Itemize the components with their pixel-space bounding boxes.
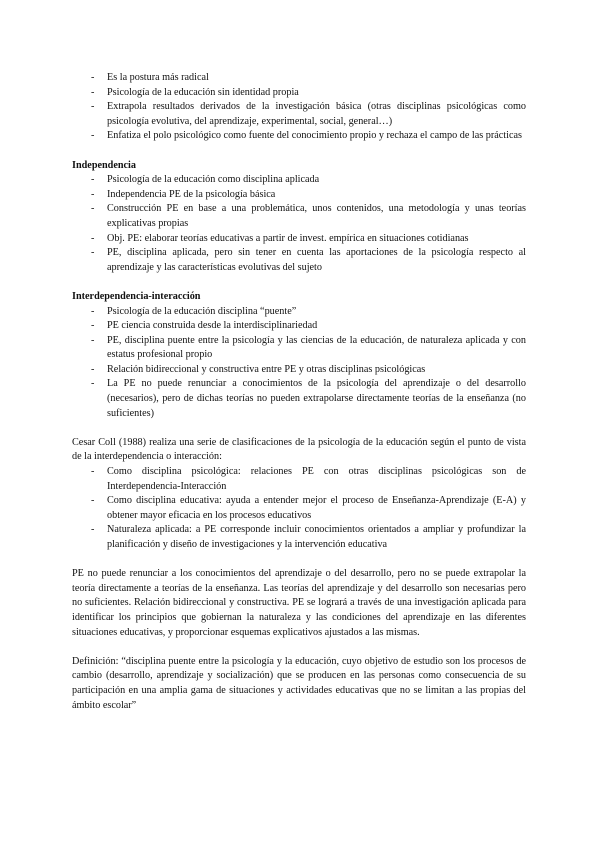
spacer	[72, 640, 526, 655]
list-item: - PE, disciplina puente entre la psicología y las ciencias de la educación, de naturaleza aplicada y con estatus profesional propio	[72, 334, 526, 363]
spacer	[72, 144, 526, 159]
list-item: - Psicología de la educación como disciplina aplicada	[72, 173, 526, 188]
heading-independencia: Independencia	[72, 159, 136, 171]
list-section-3	[72, 305, 526, 422]
summary-paragraph: PE no puede renunciar a los conocimientos del aprendizaje o del desarrollo, pero no se puede extrapolar la teoría directamente a teorías de la enseñanza. Las teorías del aprendizaje y del desarrollo son necesarias pero no suficientes. Relación bidireccional y constructiva. PE se logrará a través de una investigación aplicada para identificar los principios que gobiernan la naturaleza y las condiciones del aprendizaje en las diferentes situaciones educativas, y proporcionar esquemas explicativos ajustados a las mismas.	[72, 568, 526, 638]
list-item: - Naturaleza aplicada: a PE corresponde incluir conocimientos orientados a ampliar y profundizar la planificación y diseño de investigaciones y la intervención educativa	[72, 523, 526, 552]
list-item: - Enfatiza el polo psicológico como fuente del conocimiento propio y rechaza el campo de las prácticas	[72, 129, 526, 144]
list-item: - Obj. PE: elaborar teorías educativas a partir de invest. empírica en situaciones cotidianas	[72, 232, 526, 247]
list-item: - Extrapola resultados derivados de la investigación básica (otras disciplinas psicológicas como psicología evolutiva, del aprendizaje, experimental, social, general…)	[72, 100, 526, 129]
spacer	[72, 275, 526, 290]
coll-intro-paragraph: Cesar Coll (1988) realiza una serie de clasificaciones de la psicología de la educación según el punto de vista de la interdependencia o interacción:	[72, 436, 526, 463]
spacer	[72, 553, 526, 568]
list-item: - Psicología de la educación disciplina “puente”	[72, 305, 526, 320]
list-item: - Psicología de la educación sin identidad propia	[72, 86, 526, 101]
list-item: - PE, disciplina aplicada, pero sin tener en cuenta las aportaciones de la psicología respecto al aprendizaje y las características evolutivas del sujeto	[72, 246, 526, 275]
list-item: - Como disciplina psicológica: relaciones PE con otras disciplinas psicológicas son de Interdependencia-Interacción	[72, 465, 526, 494]
document-body	[72, 71, 526, 713]
list-section-2	[72, 173, 526, 275]
list-item: - Relación bidireccional y constructiva entre PE y otras disciplinas psicológicas	[72, 363, 526, 378]
spacer	[72, 421, 526, 436]
list-item: - Como disciplina educativa: ayuda a entender mejor el proceso de Enseñanza-Aprendizaje (E-A) y obtener mayor eficacia en los procesos educativos	[72, 494, 526, 523]
list-item: - Construcción PE en base a una problemática, unos contenidos, una metodología y unas teorías explicativas propias	[72, 202, 526, 231]
heading-interdependencia: Interdependencia-interacción	[72, 290, 201, 302]
list-item: - PE ciencia construida desde la interdisciplinariedad	[72, 319, 526, 334]
list-item: - Independencia PE de la psicología básica	[72, 188, 526, 203]
list-section-4	[72, 465, 526, 553]
list-section-1	[72, 71, 526, 144]
list-item: - Es la postura más radical	[72, 71, 526, 86]
list-item: - La PE no puede renunciar a conocimientos de la psicología del aprendizaje o del desarrollo (necesarios), pero de dichas teorías no pueden extrapolarse directamente teorías de la enseñanza (no suficientes)	[72, 377, 526, 421]
definition-paragraph: Definición: “disciplina puente entre la psicología y la educación, cuyo objetivo de estudio son los procesos de cambio (desarrollo, aprendizaje y socialización) que se producen en las personas como consecuencia de su participación en una amplia gama de situaciones y actividades educativas que no se limitan a las propias del ámbito escolar”	[72, 655, 526, 711]
